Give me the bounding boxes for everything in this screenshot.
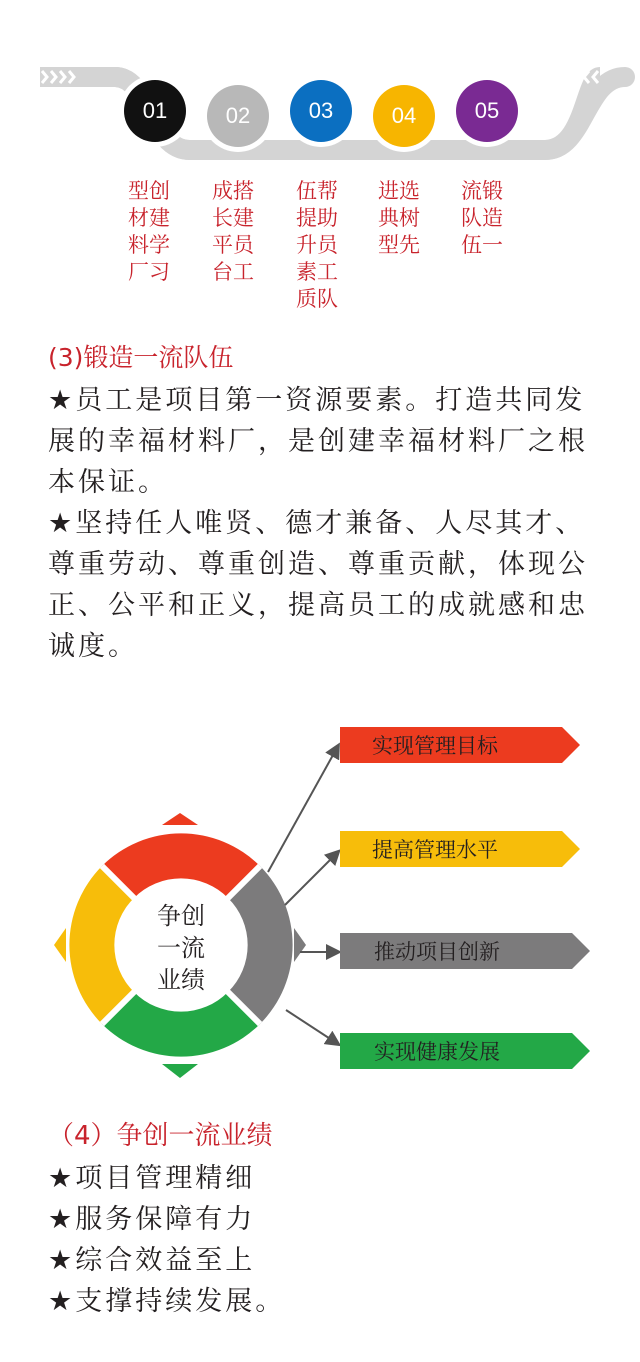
step-circle-04: 04 [373,85,435,147]
arrow-to-tag-4 [286,1010,338,1044]
center-line-2: 一流 [157,934,205,962]
section4-list [48,1158,285,1322]
tag-1 [340,727,580,763]
step-label-03: 伍帮 提助 升员 素工 质队 [296,179,338,311]
step-circle-03: 03 [290,80,352,142]
tag-4 [340,1033,590,1069]
section3-body [48,380,608,667]
step-label-05: 流锻 队造 伍一 [461,179,503,257]
svg-text:提高管理水平: 提高管理水平 [372,838,498,862]
svg-text:推动项目创新: 推动项目创新 [374,940,500,964]
ring-notch-gray [294,928,306,962]
section4-heading: （4）争创一流业绩 [48,1121,273,1151]
arrow-to-tag-1 [268,746,338,872]
step-circle-02: 02 [207,85,269,147]
center-line-3: 业绩 [157,966,205,994]
ring-notch-yellow [54,928,66,962]
list-item: ★综合效益至上 [48,1245,256,1276]
svg-text:实现健康发展: 实现健康发展 [374,1040,500,1064]
list-item: ★服务保障有力 [48,1204,256,1235]
center-line-1: 争创 [157,902,205,930]
step-label-02: 成搭 长建 平员 台工 [212,179,254,284]
ring-notch-green [162,1064,198,1078]
step-label-04: 进选 典树 型先 [378,179,420,257]
list-item: ★项目管理精细 [48,1163,256,1194]
ring-notch-red [162,813,198,825]
svg-text:实现管理目标: 实现管理目标 [372,734,498,758]
step-label-01: 型创 材建 料学 厂习 [128,179,170,284]
section3-para-1: ★员工是项目第一资源要素。打造共同发展的幸福材料厂，是创建幸福材料厂之根本保证。 [48,385,588,498]
section3-para-2: ★坚持任人唯贤、德才兼备、人尽其才、尊重劳动、尊重创造、尊重贡献，体现公正、公平和正义，提高员工的成就感和忠诚度。 [48,508,588,662]
performance-diagram [0,700,640,1100]
arrow-to-tag-2 [285,852,338,905]
step-circle-01: 01 [124,80,186,142]
list-item: ★支撑持续发展。 [48,1286,286,1317]
tag-2 [340,831,580,867]
tag-3 [340,933,590,969]
section3-heading: (3)锻造一流队伍 [48,343,234,372]
step-circle-05: 05 [456,80,518,142]
